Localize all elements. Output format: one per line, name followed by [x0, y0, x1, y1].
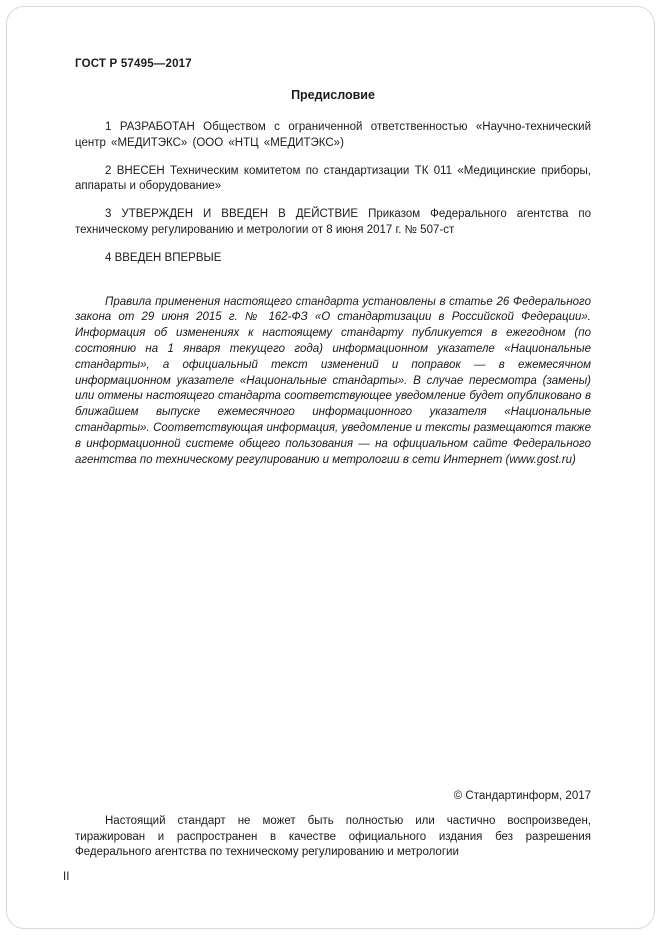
foreword-item-2: 2 ВНЕСЕН Техническим комитетом по стандартизации ТК 011 «Медицинские приборы, аппараты и оборудование»	[75, 164, 591, 193]
doc-number-header: ГОСТ Р 57495—2017	[75, 58, 192, 70]
page-title: Предисловие	[291, 88, 375, 102]
distribution-restriction-note: Настоящий стандарт не может быть полностью или частично воспроизведен, тиражирован и распространен в качестве официального издания без разрешения Федерального агентства по техническому регулированию и метрологии	[75, 815, 591, 859]
copyright-line: © Стандартинформ, 2017	[453, 790, 591, 803]
page-number: II	[63, 870, 70, 883]
legal-application-note: Правила применения настоящего стандарта установлены в статье 26 Федерального закона от 29 июня 2015 г. № 162-ФЗ «О стандартизации в Российской Федерации». Информация об изменениях к настоящему стандарту публикуется в ежегодном (по состоянию на 1 января текущего года) информационном указателе «Национальные стандарты», а официальный текст изменений и поправок — в ежемесячном информационном указателе «Национальные стандарты». В случае пересмотра (замены) или отмены настоящего стандарта соответствующее уведомление будет опубликовано в ближайшем выпуске ежемесячного информационного указателя «Национальные стандарты». Соответствующая информация, уведомление и тексты размещаются также в информационной системе общего пользования — на официальном сайте Федерального агентства по техническому регулированию и метрологии в сети Интернет (www.gost.ru)	[75, 295, 591, 466]
foreword-item-4: 4 ВВЕДЕН ВПЕРВЫЕ	[105, 251, 222, 264]
foreword-item-3: 3 УТВЕРЖДЕН И ВВЕДЕН В ДЕЙСТВИЕ Приказом Федерального агентства по техническому регулированию и метрологии от 8 июня 2017 г. № 507-ст	[75, 208, 591, 236]
foreword-item-1: 1 РАЗРАБОТАН Обществом с ограниченной ответственностью «Научно-технический центр «МЕДИТЭКС» (ООО «НТЦ «МЕДИТЭКС»)	[75, 121, 591, 149]
